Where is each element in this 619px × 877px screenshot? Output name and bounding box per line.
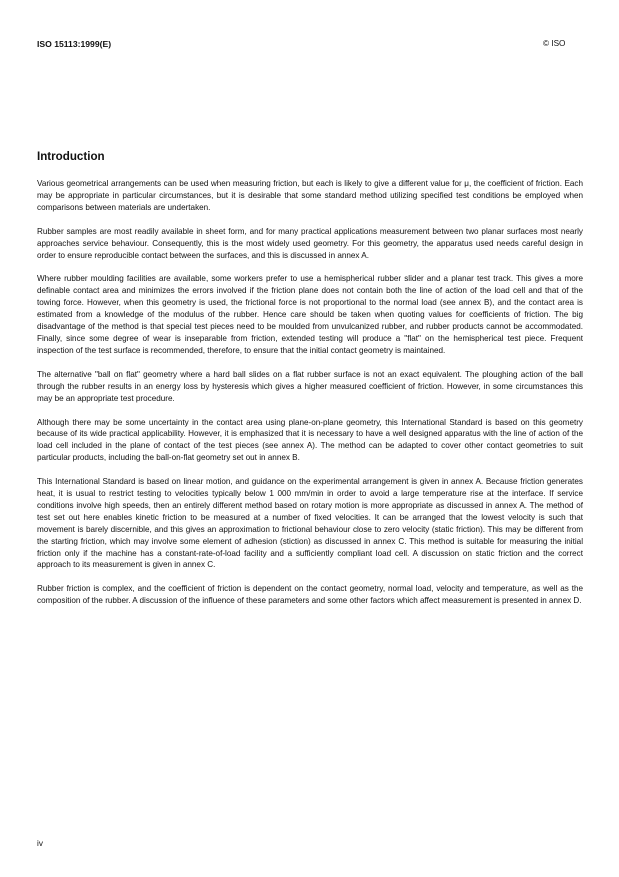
paragraph: Various geometrical arrangements can be used when measuring friction, but each is likely to give a different value for μ, the coefficient of friction. Each may be appropriate in particular circumstances, but it is desirable that some standard method utilizing specified test conditions be employed when comparisons between materials are undertaken. (37, 179, 583, 212)
section-title: Introduction (37, 150, 105, 163)
paragraph: Rubber samples are most readily available in sheet form, and for many practical applications measurement between two planar surfaces most nearly approaches service behaviour. Consequently, this is the most widely used geometry. For this geometry, the apparatus used needs careful design in order to ensure reproducible contact between the surfaces, and this is discussed in annex A. (37, 226, 583, 260)
section-body (37, 178, 583, 619)
paragraph: Where rubber moulding facilities are available, some workers prefer to use a hemispherical rubber slider and a planar test track. This gives a more definable contact area and minimizes the errors involved if the friction plane does not contain both the line of action of the load cell and that of the towing force. However, when this geometry is used, the frictional force is not proportional to the normal load (see annex B), and the contact area is estimated from a knowledge of the modulus of the rubber. Hence care should be taken when quoting values for coefficients of friction. The big disadvantage of the method is that special test pieces need to be moulded from unvulcanized rubber, and rubber products cannot be accommodated. Finally, since some degree of wear is inseparable from friction, extended testing will produce a "flat" on the hemispherical test piece. Frequent inspection of the test surface is recommended, therefore, to ensure that the initial contact geometry is maintained. (37, 274, 583, 355)
paragraph: The alternative "ball on flat" geometry where a hard ball slides on a flat rubber surface is not an exact equivalent. The ploughing action of the ball through the rubber results in an energy loss by hysteresis which gives a higher measured coefficient of friction. However, in some circumstances this may be an appropriate test procedure. (37, 369, 583, 403)
paragraph: This International Standard is based on linear motion, and guidance on the experimental arrangement is given in annex A. Because friction generates heat, it is usual to restrict testing to velocities typically below 1 000 mm/min in order to avoid a large temperature rise at the interface. If service conditions involve high speeds, then an entirely different method based on rotary motion is more appropriate as discussed in annex A. The method of test set out here enables kinetic friction to be measured at a number of fixed velocities. It can be arranged that the lowest velocity is such that movement is barely discernible, and this gives an approximation to frictional behaviour close to zero velocity (static friction). This may be different from the starting friction, which may involve some element of adhesion (stiction) as discussed in annex C. This method is suitable for measuring the initial friction only if the machine has a constant-rate-of-load facility and a sufficiently compliant load cell. A discussion on static friction and the correct approach to its measurement is given in annex C. (37, 477, 583, 570)
document-id: ISO 15113:1999(E) (37, 39, 112, 49)
page-number: iv (37, 839, 43, 848)
paragraph: Rubber friction is complex, and the coefficient of friction is dependent on the contact geometry, normal load, velocity and temperature, as well as the composition of the rubber. A discussion of the influence of these parameters and some other factors which affect measurement is presented in annex D. (37, 584, 583, 606)
copyright-notice: © ISO (543, 39, 566, 48)
paragraph: Although there may be some uncertainty in the contact area using plane-on-plane geometry, this International Standard is based on this geometry because of its wide practical applicability. However, it is emphasized that it is necessary to have a well designed apparatus with the line of action of the load cell included in the plane of contact of the test pieces (see annex A). The method can be adapted to cover other contact geometries to suit particular products, including the ball-on-flat geometry set out in annex B. (37, 417, 583, 463)
